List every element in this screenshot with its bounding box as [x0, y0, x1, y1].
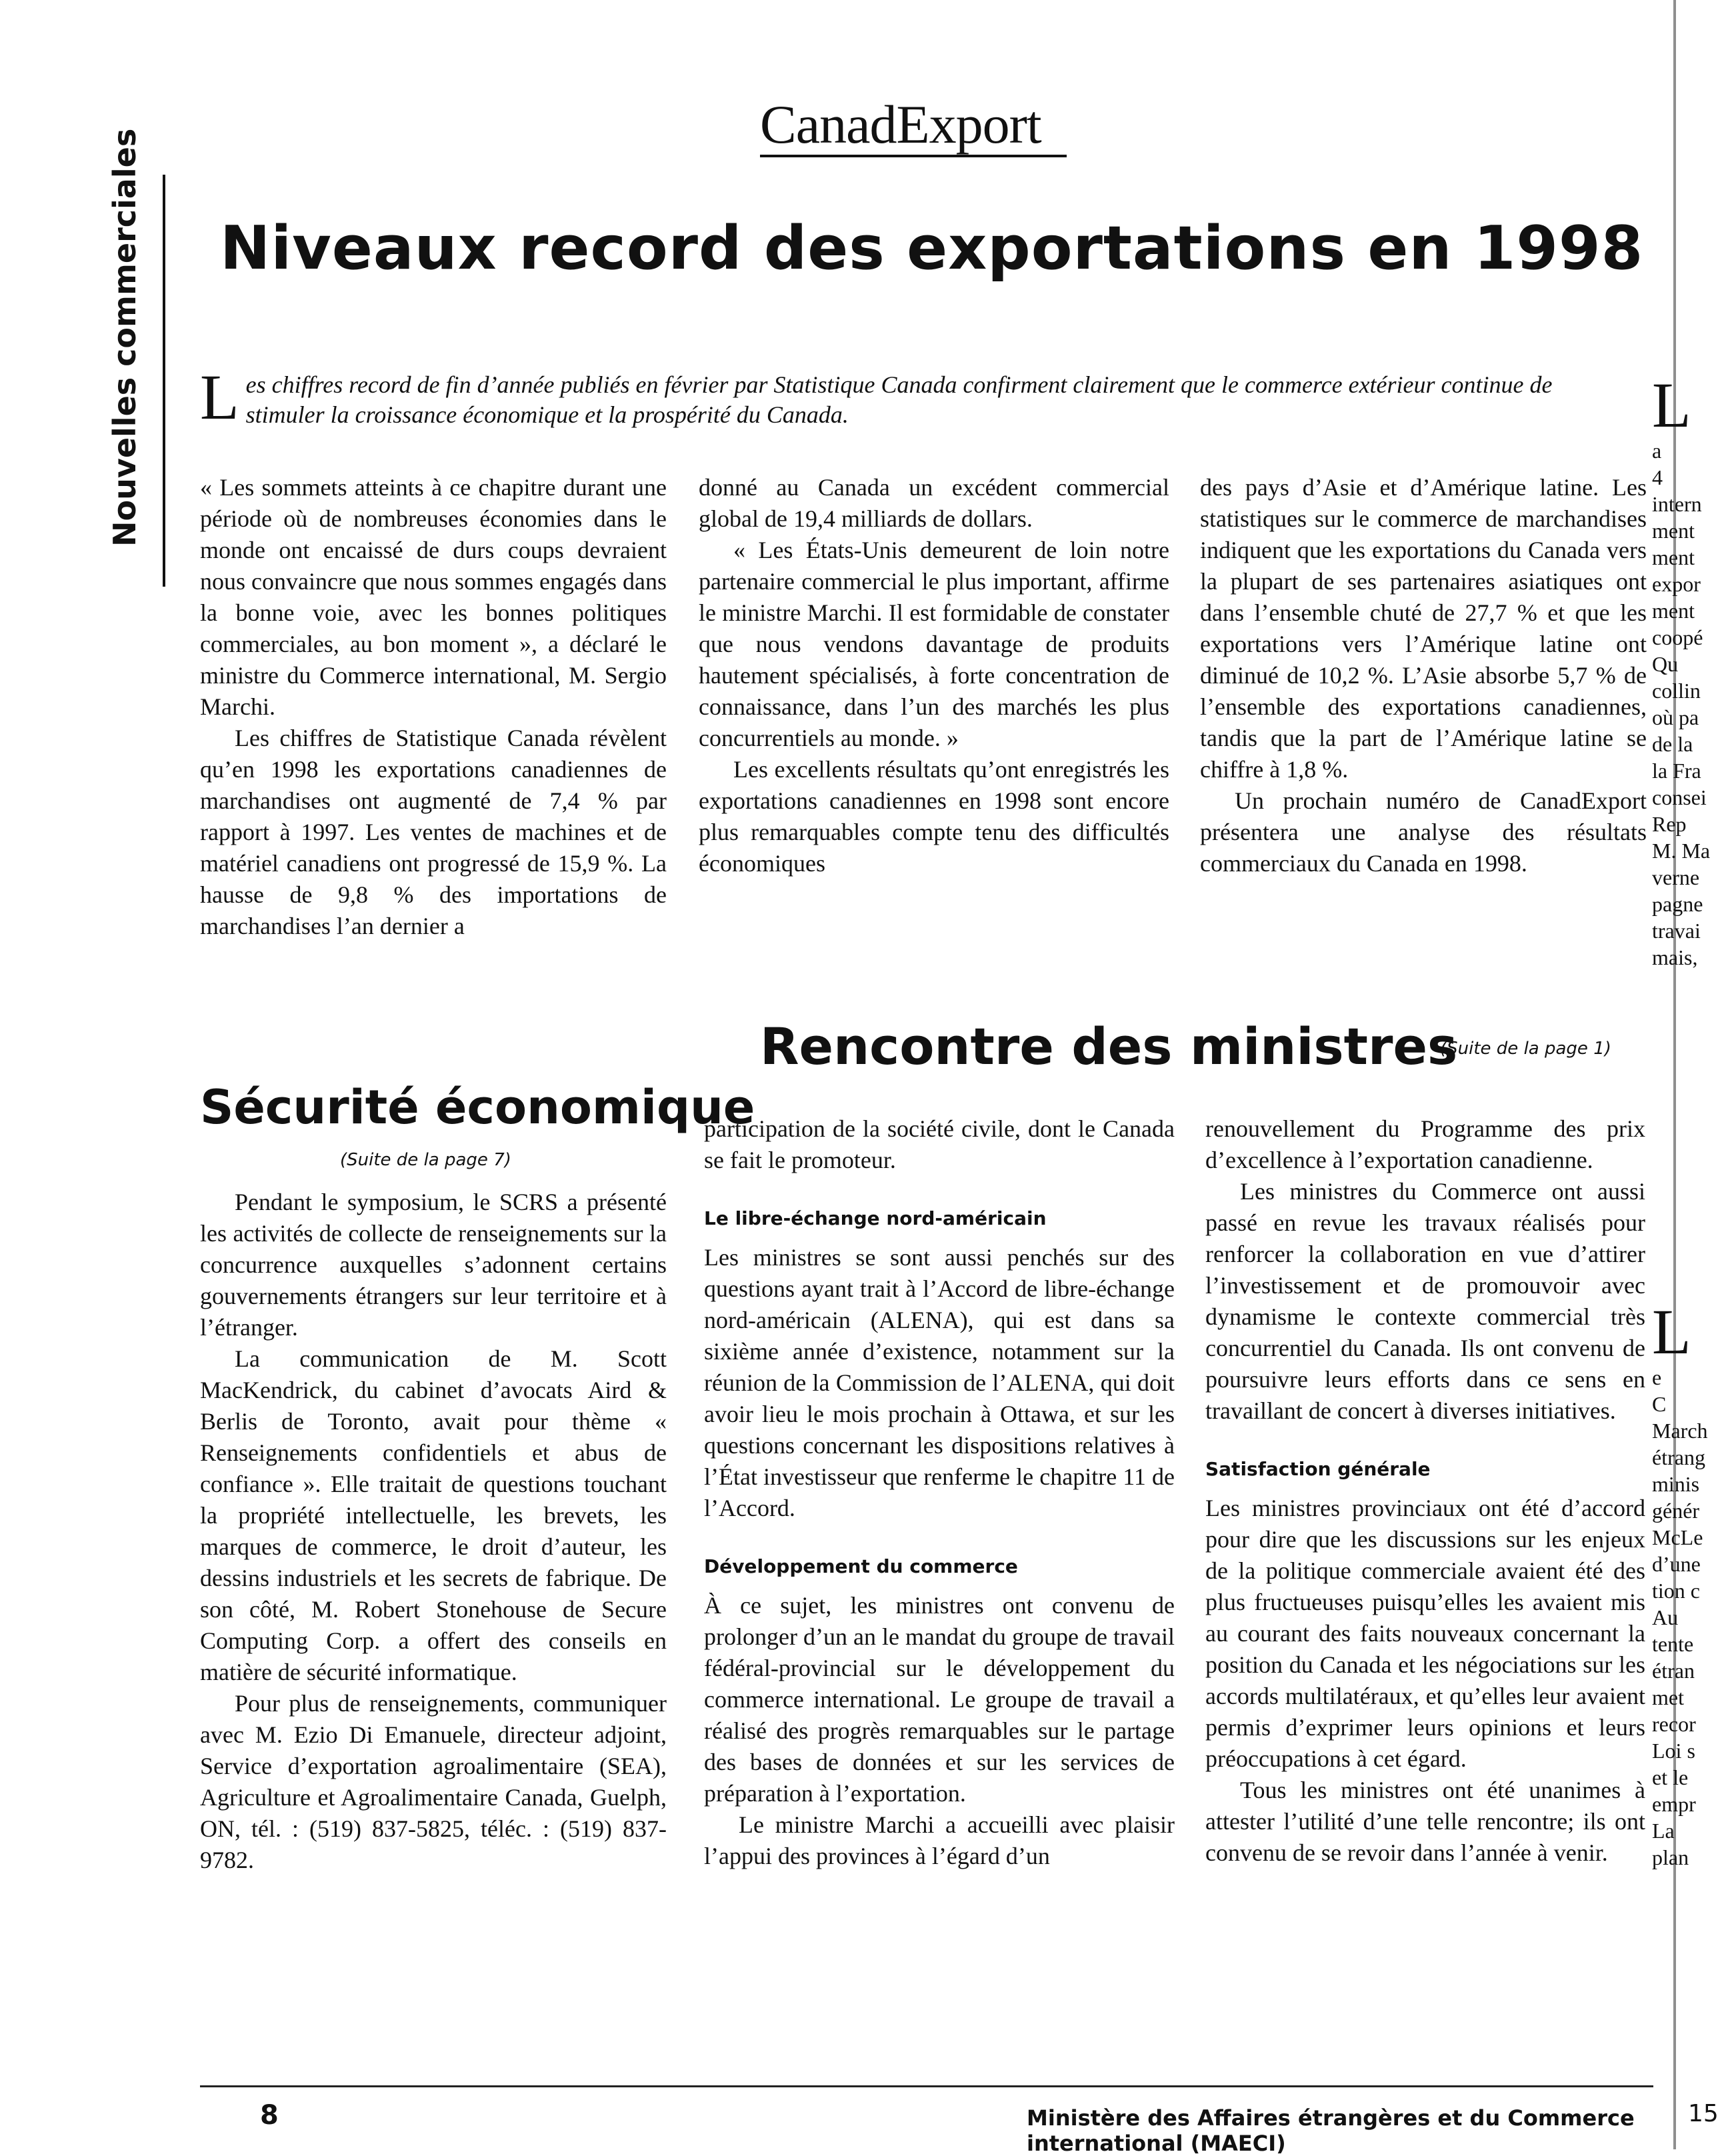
- footer-ministry: Ministère des Affaires étrangères et du Commerce international (MAECI): [1027, 2105, 1635, 2156]
- edge-line: étrang: [1652, 1445, 1705, 1469]
- edge-line: verne: [1652, 865, 1700, 889]
- subheading: Le libre-échange nord-américain: [704, 1207, 1047, 1229]
- continued-from-note: (Suite de la page 7): [340, 1150, 511, 1170]
- edge-line: McLe: [1652, 1525, 1703, 1549]
- paragraph: « Les sommets atteints à ce chapitre durant une période où de nombreuses économies dans le monde ont encaissé de durs coups devraient nous convaincre que nous sommes engagés dans la bonne voie, avec les bonnes politiques commerciales, au bon moment », a déclaré le ministre du Commerce international, M. Sergio Marchi.: [200, 474, 667, 720]
- edge-line: C: [1652, 1392, 1667, 1416]
- edge-line: La: [1652, 1819, 1675, 1843]
- edge-line: collin: [1652, 679, 1701, 703]
- subheading: Développement du commerce: [704, 1555, 1018, 1577]
- edge-line: coopé: [1652, 625, 1703, 649]
- article1-column-2: [699, 472, 1169, 879]
- paragraph: Pendant le symposium, le SCRS a présenté les activités de collecte de renseignements sur la concurrence auxquelles s’adonnent certains gouvernements étrangers sur leur territoire et à l’étranger.: [200, 1189, 667, 1341]
- drop-cap: L: [1652, 373, 1691, 441]
- paragraph: La communication de M. Scott MacKendrick, du cabinet d’avocats Aird & Berlis de Toronto, avait pour thème « Renseignements confidentiels et abus de confiance ». Elle traitait de questions touchant la propriété intellectuelle, les brevets, les marques de commerce, le droit d’auteur, les dessins industriels et les secrets de fabrique. De son côté, M. Robert Stonehouse de Secure Computing Corp. a offert des conseils en matière de sécurité informatique.: [200, 1345, 667, 1685]
- paragraph: participation de la société civile, dont le Canada se fait le promoteur.: [704, 1115, 1175, 1173]
- edge-line: d’une: [1652, 1552, 1701, 1576]
- article-lead: [200, 361, 1633, 433]
- ministers-column-1: [704, 1113, 1175, 1872]
- lead-text: es chiffres record de fin d’année publiés en février par Statistique Canada confirment clairement que le commerce extérieur continue de stimuler la croissance économique et la prospérité du Canada.: [245, 371, 1553, 428]
- edge-line: travai: [1652, 919, 1701, 943]
- facing-page-fragment-1: [1652, 373, 1720, 971]
- edge-line: où pa: [1652, 705, 1699, 729]
- edge-line: Loi s: [1652, 1739, 1695, 1763]
- paragraph: « Les États-Unis demeurent de loin notre partenaire commercial le plus important, affirme le ministre Marchi. Il est formidable de constater que nous vendons davantage de produits hautement spécialisés, à forte concentration de connaissance, dans l’un des marchés les plus concurrentiels au monde. »: [699, 537, 1169, 751]
- edge-line: consei: [1652, 785, 1707, 809]
- edge-line: tion c: [1652, 1579, 1700, 1603]
- footer-rule: [200, 2085, 1653, 2087]
- paragraph: Tous les ministres ont été unanimes à attester l’utilité d’une telle rencontre; ils ont convenu de se revoir dans l’année à venir.: [1205, 1777, 1645, 1866]
- edge-line: pagne: [1652, 892, 1703, 916]
- edge-line: expor: [1652, 572, 1701, 596]
- edge-line: Rep: [1652, 812, 1687, 836]
- security-headline: Sécurité économique: [200, 1080, 755, 1135]
- paragraph: Les ministres du Commerce ont aussi passé en revue les travaux réalisés pour renforcer la collaboration en vue d’attirer l’investissement et de promouvoir avec dynamisme le contexte commercial très concurrentiel du Canada. Ils ont convenu de poursuivre leurs efforts dans ce sens en travaillant de concert à diverses initiatives.: [1205, 1178, 1645, 1424]
- edge-line: empr: [1652, 1792, 1696, 1816]
- paragraph: Le ministre Marchi a accueilli avec plaisir l’appui des provinces à l’égard d’un: [704, 1811, 1175, 1869]
- edge-line: a: [1652, 439, 1662, 463]
- edge-line: la Fra: [1652, 759, 1701, 783]
- paragraph: Les ministres provinciaux ont été d’accord pour dire que les discussions sur les enjeux de la politique commerciale avaient été des plus fructueuses puisqu’elles les avaient mis au courant des faits nouveaux concernant la position du Canada et les négociations sur les accords multilatéraux, et qu’elles leur avaient permis d’exprimer leurs opinions et leurs préoccupations à cet égard.: [1205, 1495, 1645, 1772]
- edge-line: ment: [1652, 545, 1695, 569]
- edge-line: Qu: [1652, 652, 1679, 676]
- edge-line: March: [1652, 1419, 1708, 1443]
- page-number-left: 8: [260, 2100, 279, 2131]
- paragraph: Les excellents résultats qu’ont enregistrés les exportations canadiennes en 1998 sont encore plus remarquables compte tenu des difficultés économiques: [699, 756, 1169, 877]
- facing-page-fragment-2: [1652, 1300, 1720, 1871]
- edge-line: génér: [1652, 1499, 1700, 1523]
- masthead: CanadExport: [760, 94, 1041, 155]
- page-number-right: 15: [1688, 2100, 1719, 2127]
- edge-line: ment: [1652, 599, 1695, 623]
- security-column: [200, 1187, 667, 1876]
- edge-line: étran: [1652, 1659, 1695, 1683]
- edge-line: tente: [1652, 1632, 1694, 1656]
- edge-line: minis: [1652, 1472, 1700, 1496]
- article-headline: Niveaux record des exportations en 1998: [220, 213, 1644, 283]
- paragraph: des pays d’Asie et d’Amérique latine. Les statistiques sur le commerce de marchandises indiquent que les exportations du Canada vers la plupart de ses partenaires asiatiques ont dans l’ensemble chuté de 27,7 % et que les exportations vers l’Amérique latine ont diminué de 10,2 %. L’Asie absorbe 5,7 % de l’ensemble des exportations canadiennes, tandis que la part de l’Amérique latine se chiffre à 1,8 %.: [1200, 474, 1647, 783]
- masthead-rule: [760, 155, 1067, 157]
- edge-line: mais,: [1652, 945, 1698, 969]
- paragraph: Un prochain numéro de CanadExport présentera une analyse des résultats commerciaux du Canada en 1998.: [1200, 787, 1647, 877]
- article1-column-1: [200, 472, 667, 942]
- edge-line: M. Ma: [1652, 839, 1711, 863]
- side-rule: [163, 175, 165, 587]
- edge-line: Au: [1652, 1605, 1679, 1629]
- paragraph: renouvellement du Programme des prix d’excellence à l’exportation canadienne.: [1205, 1115, 1645, 1173]
- edge-line: de la: [1652, 732, 1693, 756]
- edge-line: recor: [1652, 1712, 1696, 1736]
- edge-line: ment: [1652, 519, 1695, 543]
- paragraph: Pour plus de renseignements, communiquer avec M. Ezio Di Emanuele, directeur adjoint, Service d’exportation agroalimentaire (SEA), Agriculture et Agroalimentaire Canada, Guelph, ON, tél. : (519) 837-5825, téléc. : (519) 837-9782.: [200, 1690, 667, 1873]
- ministers-column-2: [1205, 1113, 1645, 1869]
- continued-from-note: (Suite de la page 1): [1440, 1039, 1611, 1059]
- edge-line: et le: [1652, 1765, 1689, 1789]
- paragraph: À ce sujet, les ministres ont convenu de prolonger d’un an le mandat du groupe de travail fédéral-provincial sur le développement du commerce international. Le groupe de travail a réalisé des progrès remarquables sur le partage des bases de données et sur les services de préparation à l’exportation.: [704, 1592, 1175, 1807]
- edge-line: intern: [1652, 492, 1702, 516]
- edge-line: met: [1652, 1685, 1684, 1709]
- paragraph: Les ministres se sont aussi penchés sur des questions ayant trait à l’Accord de libre-échange nord-américain (ALENA), qui est dans sa sixième année d’existence, notamment sur la réunion de la Commission de l’ALENA, qui doit avoir lieu le mois prochain à Ottawa, et sur les questions concernant les dispositions relatives à l’État investisseur que renferme le chapitre 11 de l’Accord.: [704, 1244, 1175, 1521]
- edge-line: e: [1652, 1365, 1662, 1389]
- ministers-headline: Rencontre des ministres: [760, 1017, 1458, 1076]
- drop-cap: L: [200, 361, 239, 433]
- subheading: Satisfaction générale: [1205, 1458, 1431, 1480]
- paragraph: donné au Canada un excédent commercial global de 19,4 milliards de dollars.: [699, 474, 1169, 532]
- edge-line: 4: [1652, 465, 1663, 489]
- drop-cap: L: [1652, 1300, 1691, 1367]
- article1-column-3: [1200, 472, 1647, 879]
- paragraph: Les chiffres de Statistique Canada révèlent qu’en 1998 les exportations canadiennes de marchandises ont augmenté de 7,4 % par rapport à 1997. Les ventes de machines et de matériel canadiens ont progressé de 15,9 %. La hausse de 9,8 % des importations de marchandises l’an dernier a: [200, 725, 667, 939]
- edge-line: plan: [1652, 1845, 1689, 1869]
- section-side-label: Nouvelles commerciales: [107, 128, 143, 547]
